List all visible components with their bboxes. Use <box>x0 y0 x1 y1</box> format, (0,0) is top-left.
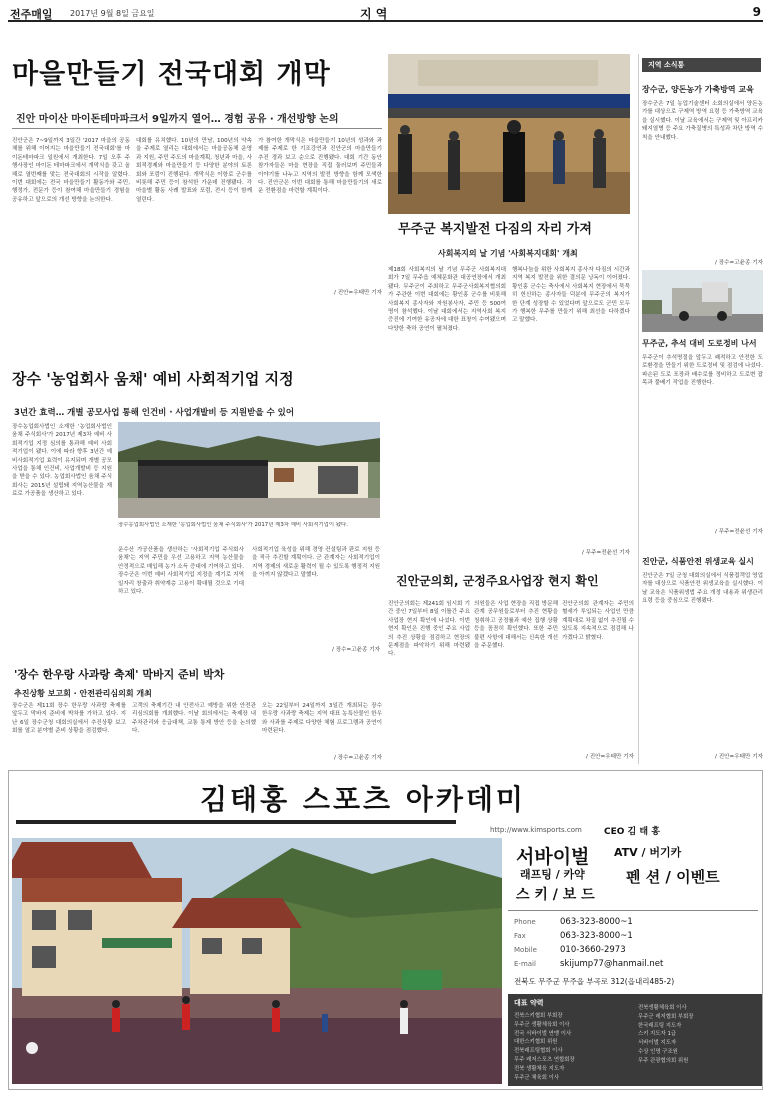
ad-mobile: 010-3660-2973 <box>560 945 626 955</box>
lead-byline: / 진안=우태만 기자 <box>334 290 382 296</box>
road-photo-image <box>642 270 763 332</box>
sidebar-news1-byline: / 장수=고윤종 기자 <box>715 260 763 266</box>
welfare-headline: 무주군 복지발전 다짐의 자리 가져 <box>398 222 592 237</box>
ad-history-item: 전북래프팅협회 이사 <box>514 1048 563 1055</box>
farm-col2: 운수산 가공산품을 생산하는 '사회적기업 주식회사 움채'는 지역 주민을 우선 고용하고 지역 농산물을 안정적으로 매입해 농가 소득 증대에 기여하고 있다. 장수군은 이번 예비 사회적기업 지정을 계기로 지역 일자리 창출과 취약계층 고용이 확대될 것으로 기대하고 있다. <box>118 547 244 596</box>
apple-byline: / 장수=고윤종 기자 <box>334 755 382 761</box>
sidebar-news3-title: 진안군, 식품안전 위생교육 실시 <box>642 557 754 566</box>
ad-history-item: 무주군 생활체육회 이사 <box>514 1021 570 1028</box>
ad-pension: 펜 션 / 이벤트 <box>626 868 720 886</box>
ad-history-item: 대한스키협회 위원 <box>514 1039 558 1046</box>
ad-history-item: 스키 지도자 1급 <box>638 1031 677 1038</box>
lead-col1: 진안군은 7~9일까지 3일간 '2017 마을의 공동체를 위해 이어지는 마을만들기 전국대회'를 마이돈테마파크 일원에서 개최한다. 7일 오후 주 행사장인 마이돈 테마파크에서 개막식을 갖고 올해로 열번째를 맞는 전국대회의 시작을 알렸다. 이번 대회에는 전국 마을만들기 활동가와 주민, 행정가, 전문가 등이 참여해 마을만들기 경험을 공유하고 앞으로의 개선 방향을 논의한다. <box>12 138 130 203</box>
lead-subhead: 진안 마이산 마이돈테마파크서 9일까지 열어… 경험 공유 · 개선방향 논의 <box>16 114 339 125</box>
ad-history-item: 수상 인명 구조원 <box>638 1048 678 1055</box>
lead-headline: 마을만들기 전국대회 개막 <box>12 59 331 90</box>
ad-ceo: CEO 김 태 홍 <box>604 827 660 837</box>
ad-fax-label: Fax <box>514 932 526 940</box>
welfare-col2: 행복나눔을 위한 사회복지 종사자 다짐의 시간과 지역 복지 발전을 위한 결의문 낭독이 이어졌다. 황인홍 군수는 축사에서 사회복지 현장에서 묵묵히 헌신하는 종사자들 덕분에 무주군의 복지가 한 단계 성장할 수 있었다며 앞으로도 군민 모두가 행복한 무주를 만들기 위해 최선을 다하겠다고 말했다. <box>512 267 630 324</box>
farm-byline: / 장수=고윤종 기자 <box>332 647 380 653</box>
sidebar-news1-text: 장수군은 7일 농업기술센터 소회의실에서 양돈농가를 대상으로 구제역 방역 요령 등 가축방역 교육을 실시했다. 이날 교육에서는 구제역 및 아프리카돼지열병 등 주요 가축질병의 특성과 차단 방역 수칙을 안내했다. <box>642 101 763 141</box>
lead-divider <box>12 128 382 129</box>
ad-rafting: 래프팅 / 카약 <box>520 868 585 881</box>
ad-ski: 스 키 / 보 드 <box>516 887 595 903</box>
ad-mobile-label: Mobile <box>514 946 537 954</box>
farm-headline: 장수 '농업회사 움채' 예비 사회적기업 지정 <box>12 370 294 388</box>
ad-website: http://www.kimsports.com <box>490 826 582 834</box>
apple-col3: 오는 22일부터 24일까지 3일간 개최되는 장수 한우랑 사과랑 축제는 지역 대표 농특산물인 한우와 사과를 주제로 다양한 체험 프로그램과 공연이 마련된다. <box>262 703 382 735</box>
ad-phone-label: Phone <box>514 918 536 926</box>
ad-history-item: 서바이벌 지도자 <box>638 1040 677 1047</box>
welfare-col1: 제18회 사회복지의 날 기념 무주군 사회복지대회가 7일 무주읍 예체문화관 대공연장에서 개최됐다. 무주군이 주최하고 무주군사회복지협의회가 주관한 이번 대회에는 황인홍 군수를 비롯해 사회복지 종사자와 자원봉사자, 주민 등 500여 명이 참석했다. 이날 대회에서는 지역사회 복지 증진에 기여한 유공자에 대한 표창이 수여됐으며 다양한 축하 공연이 펼쳐졌다. <box>388 267 506 332</box>
ad-history-item: 무주 레저스포츠 연합회장 <box>514 1056 575 1063</box>
ad-history-col2 <box>638 1004 758 1066</box>
ad-brand: 서바이벌 <box>516 846 590 868</box>
newspaper-name: 전주매일 <box>10 8 53 21</box>
sidebar-news1-title: 장수군, 양돈농가 가축방역 교육 <box>642 85 754 94</box>
apple-headline: '장수 한우랑 사과랑 축제' 막바지 준비 박차 <box>14 668 225 681</box>
welfare-subhead: 사회복지의 날 기념 '사회복지대회' 개최 <box>438 249 578 258</box>
sidebar-news3-byline: / 진안=우태만 기자 <box>715 754 763 760</box>
sidebar-news2-text: 무주군이 추석명절을 앞두고 쾌적하고 안전한 도로환경을 만들기 위한 도로정비 및 점검에 나섰다. 파손된 도로 포장과 배수로를 정비하고 도로변 잡목과 풀베기 작업을 진행한다. <box>642 355 763 387</box>
academy-photo-image <box>12 838 502 1084</box>
page-number: 9 <box>752 5 761 19</box>
farm-col1: 장수농업회사법인 소재한 '농업회사법인 움채 주식회사'가 2017년 제3차 예비 사회적기업 지정 심의를 통과해 예비 사회적기업이 됐다. 이에 따라 향후 3년간 예비사회적기업 효력이 유지되며 개별 공모사업을 통해 인건비, 사업개발비 등 지원을 받을 수 있다. 농업회사법인 움채 주식회사는 2015년 설립돼 지역농산물을 재료로 가공품을 생산하고 있다. <box>12 424 112 498</box>
ad-history-item: 전북스키협회 부회장 <box>514 1013 563 1019</box>
council-headline: 진안군의회, 군정주요사업장 현지 확인 <box>396 574 599 588</box>
ad-fax: 063-323-8000~1 <box>560 931 633 941</box>
issue-date: 2017년 9월 8일 금요일 <box>70 9 155 18</box>
ad-email-label: E-mail <box>514 960 536 968</box>
ad-history-item: 한국래프팅 지도자 <box>638 1022 682 1029</box>
ad-email: skijump77@hanmail.net <box>560 959 664 969</box>
welfare-ceremony-photo <box>388 54 630 214</box>
council-col2: 의원들은 사업 현장을 직접 방문해 관계 공무원들로부터 추진 현황을 청취하고 공정률과 예산 집행 상황 등을 꼼꼼히 확인했다. 또한 주민 불편 사항에 대해서는 신속한 개선을 주문했다. <box>474 601 558 650</box>
apple-col1: 장수군은 제11회 장수 한우랑 사과랑 축제를 앞두고 막바지 준비에 박차를 가하고 있다. 지난 6일 장수군청 대회의실에서 추진상황 보고회를 열고 분야별 준비 상황을 점검했다. <box>12 703 126 735</box>
sidebar-news2-title: 무주군, 추석 대비 도로정비 나서 <box>642 339 757 348</box>
sidebar-news2-byline: / 무주=전윤선 기자 <box>715 529 763 535</box>
farm-subhead: 3년간 효력… 개별 공모사업 통해 인건비 · 사업개발비 등 지원받을 수 있어 <box>14 408 295 418</box>
apple-col2: 고객의 축제기간 내 안전사고 예방을 위한 안전관리심의회를 개최했다. 이날 회의에서는 축제장 내 주차관리와 응급대책, 교통 통제 방안 등을 논의했다. <box>132 703 256 735</box>
ad-history-item: 무주 관광협의회 위원 <box>638 1057 689 1064</box>
sidebar-tag: 지역 소식통 <box>642 58 761 72</box>
page-header <box>8 4 763 22</box>
lead-col3: 가 참여한 개막식은 마을만들기 10년의 성과와 과제를 주제로 한 기조강연과 진안군의 마을만들기 추진 경과 보고 순으로 진행됐다. 대회 기간 동안 참가자들은 마을 현장을 직접 둘러보며 주민들과 이야기를 나누고 지역의 발전 방향을 함께 모색한다. 진안군은 이번 대회를 통해 마을만들기의 새로운 전환점을 마련할 계획이다. <box>258 138 382 195</box>
farm-photo-image <box>118 422 380 518</box>
ad-address: 전북도 무주군 무주읍 부곡로 312(읍내리485-2) <box>514 977 675 986</box>
ad-title-bar <box>16 820 456 824</box>
ad-divider <box>508 910 758 911</box>
apple-subhead: 추진상황 보고회 · 안전관리심의회 개최 <box>14 689 152 698</box>
ad-history-item: 무주군 레저협회 부회장 <box>638 1013 694 1020</box>
council-col1: 진안군의회는 제241회 임시회 기간 중인 7일부터 8일 이틀간 주요 사업장 현지 확인에 나섰다. 이번 현지 확인은 진행 중인 주요 사업의 추진 상황을 점검하고 현장의 문제점을 파악하기 위해 마련됐다. <box>388 601 470 658</box>
welfare-byline: / 무주=전윤선 기자 <box>582 550 630 556</box>
ad-phone: 063-323-8000~1 <box>560 917 633 927</box>
ad-history-item: 전북 생활체육 지도자 <box>514 1065 565 1072</box>
ad-history-col1 <box>514 1012 632 1082</box>
farm-company-photo <box>118 422 380 518</box>
farm-photo-caption: 장수농업회사법인 소재한 '농업회사법인 움채 주식회사'가 2017년 제3차 예비 사회적기업이 됐다. <box>118 522 348 528</box>
ceremony-photo-image <box>388 54 630 214</box>
ad-title: 김태홍 스포츠 아카데미 <box>200 783 526 816</box>
academy-photo <box>12 838 502 1084</box>
ad-atv: ATV / 버기카 <box>614 846 682 859</box>
sidebar-news3-text: 진안군은 7일 군청 대회의실에서 식품접객업 영업자를 대상으로 식품안전 위생교육을 실시했다. 이날 교육은 식품위생법 주요 개정 내용과 위생관리 요령 등을 중심으로 진행됐다. <box>642 573 763 605</box>
farm-col3: 사회적기업 육성을 위해 경영 컨설팅과 판로 지원 등을 적극 추진할 계획이다. 군 관계자는 사회적기업이 지역 경제의 새로운 활력이 될 수 있도록 행정적 지원을 아끼지 않겠다고 말했다. <box>252 547 380 579</box>
ad-history-title: 대표 약력 <box>514 999 544 1007</box>
council-byline: / 진안=우태만 기자 <box>586 754 634 760</box>
ad-history-item: 전국 서바이벌 연맹 이사 <box>514 1030 572 1037</box>
lead-col2: 대회를 유치했다. 10년의 만남, 100년의 약속을 주제로 열리는 대회에서는 마을공동체 운영과 지원, 주민 주도의 마을계획, 청년과 마을, 사회적경제와 마을만들기 등 다양한 분야의 토론회와 포럼이 진행된다. 개막식은 이항로 군수를 비롯해 주민 등이 참석한 가운데 진행됐다. 각 마을별 활동 사례 발표와 포럼, 전시 등이 함께 열린다. <box>136 138 252 203</box>
road-photo <box>642 270 763 332</box>
ad-history-item: 무주군 체육회 이사 <box>514 1074 560 1081</box>
section-name: 지 역 <box>360 7 388 21</box>
ad-history-item: 전북생활체육회 이사 <box>638 1005 687 1011</box>
council-col3: 진안군의회 관계자는 주민의 혈세가 투입되는 사업인 만큼 계획대로 차질 없이 추진될 수 있도록 지속적으로 점검해 나가겠다고 밝혔다. <box>562 601 634 641</box>
